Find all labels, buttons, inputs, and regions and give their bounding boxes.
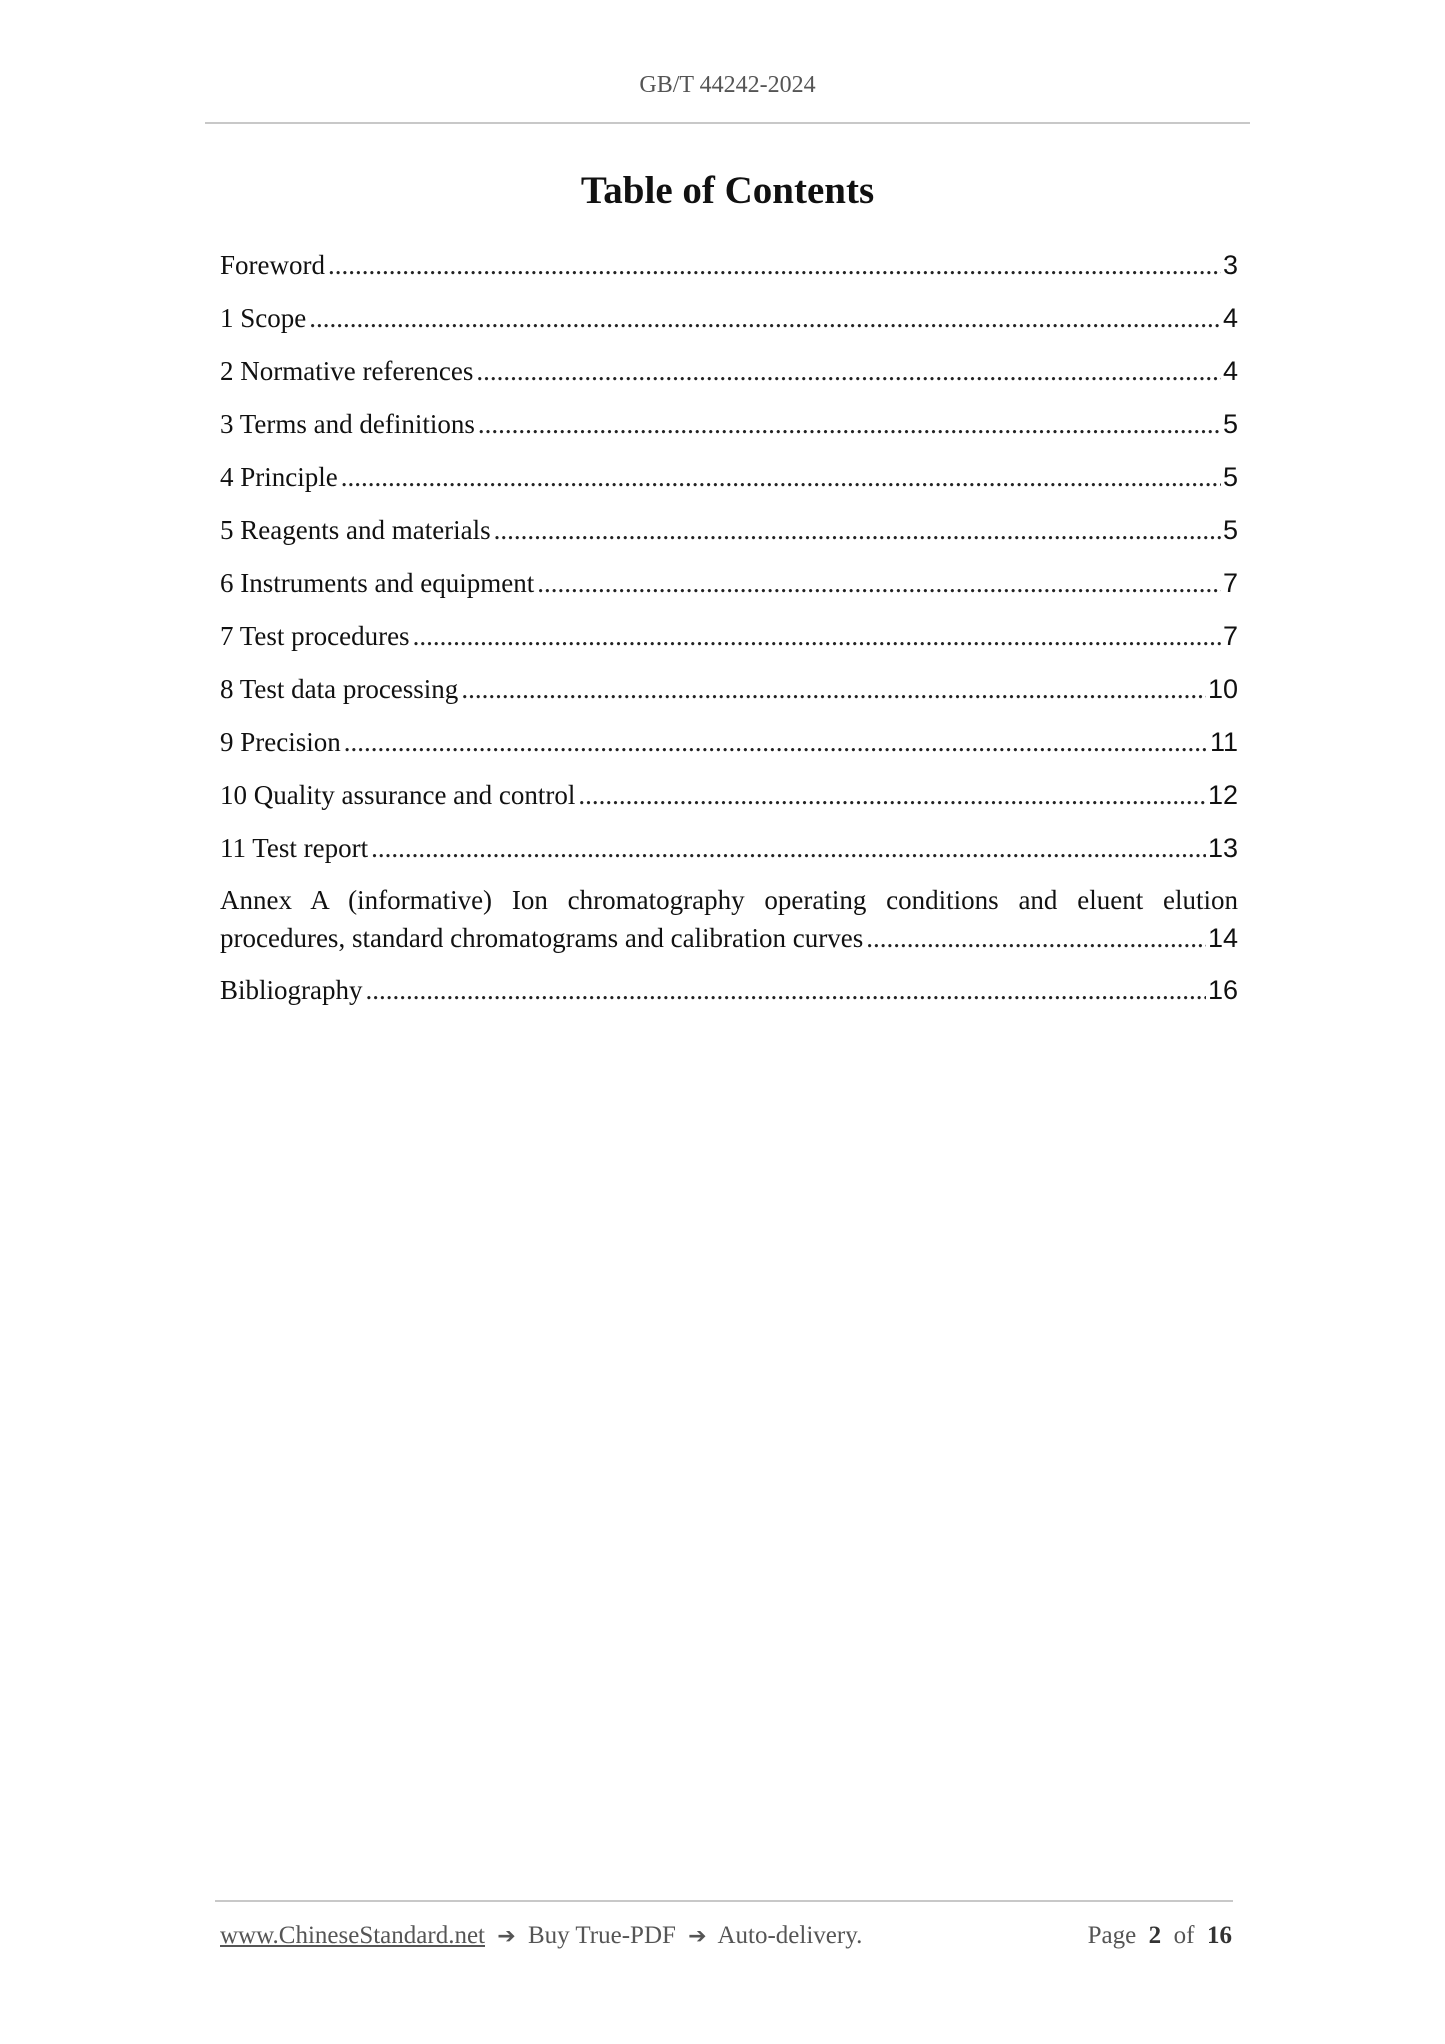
toc-dot-leader xyxy=(344,722,1208,762)
toc-entry-text: 6 Instruments and equipment xyxy=(220,568,535,598)
toc-entry-text-line1: Annex A (informative) Ion chromatography operating conditions and eluent elution xyxy=(220,885,1238,915)
toc-list xyxy=(220,245,1238,1023)
toc-title: Table of Contents xyxy=(580,169,875,212)
total-page-number: 16 xyxy=(1207,1922,1232,1949)
toc-page-number: 14 xyxy=(1207,923,1238,953)
toc-dot-leader xyxy=(866,919,1206,957)
header-divider xyxy=(205,122,1250,124)
toc-entry-text: Bibliography xyxy=(220,975,363,1005)
toc-page-number: 5 xyxy=(1222,409,1238,439)
toc-entry-test-data-processing[interactable] xyxy=(220,669,1238,722)
of-word: of xyxy=(1173,1922,1195,1949)
toc-page-number: 3 xyxy=(1222,250,1238,280)
toc-page-number: 4 xyxy=(1222,356,1238,386)
toc-entry-text: 11 Test report xyxy=(220,833,369,863)
current-page-number: 2 xyxy=(1148,1922,1162,1949)
arrow-right-icon: ➔ xyxy=(497,1924,516,1949)
toc-dot-leader xyxy=(341,457,1221,497)
toc-dot-leader xyxy=(371,828,1206,868)
toc-entry-foreword[interactable] xyxy=(220,245,1238,298)
toc-page-number: 4 xyxy=(1222,303,1238,333)
toc-entry-reagents-materials[interactable] xyxy=(220,510,1238,563)
auto-delivery-text: Auto-delivery. xyxy=(717,1922,863,1949)
toc-entry-text-line2: procedures, standard chromatograms and calibration curves xyxy=(220,923,864,953)
toc-page-number: 16 xyxy=(1207,975,1238,1005)
toc-dot-leader xyxy=(328,245,1221,285)
toc-dot-leader xyxy=(461,669,1206,709)
toc-entry-terms-definitions[interactable] xyxy=(220,404,1238,457)
toc-dot-leader xyxy=(478,404,1221,444)
toc-entry-line2 xyxy=(220,919,1238,957)
toc-dot-leader xyxy=(537,563,1221,603)
toc-dot-leader xyxy=(309,298,1221,338)
toc-entry-text: 4 Principle xyxy=(220,462,338,492)
toc-dot-leader xyxy=(366,970,1206,1010)
toc-entry-text: 3 Terms and definitions xyxy=(220,409,475,439)
page-footer xyxy=(220,1922,1232,1950)
toc-entry-text: 9 Precision xyxy=(220,727,341,757)
document-header-id: GB/T 44242-2024 xyxy=(639,72,816,98)
toc-entry-test-procedures[interactable] xyxy=(220,616,1238,669)
toc-entry-text: 5 Reagents and materials xyxy=(220,515,491,545)
toc-entry-principle[interactable] xyxy=(220,457,1238,510)
toc-entry-annex-a[interactable] xyxy=(220,881,1238,957)
toc-entry-scope[interactable] xyxy=(220,298,1238,351)
toc-page-number: 12 xyxy=(1207,780,1238,810)
toc-page-number: 10 xyxy=(1207,674,1238,704)
website-link[interactable]: www.ChineseStandard.net xyxy=(220,1922,485,1949)
toc-entry-quality-assurance[interactable] xyxy=(220,775,1238,828)
toc-page-number: 5 xyxy=(1222,462,1238,492)
footer-divider xyxy=(215,1900,1233,1902)
toc-page-number: 13 xyxy=(1207,833,1238,863)
arrow-right-icon: ➔ xyxy=(688,1924,707,1949)
toc-entry-text: 2 Normative references xyxy=(220,356,474,386)
toc-entry-text: 10 Quality assurance and control xyxy=(220,780,576,810)
toc-page-number: 5 xyxy=(1222,515,1238,545)
toc-dot-leader xyxy=(413,616,1221,656)
toc-page-number: 7 xyxy=(1222,621,1238,651)
toc-page-number: 11 xyxy=(1209,727,1238,757)
toc-entry-normative-references[interactable] xyxy=(220,351,1238,404)
toc-entry-instruments-equipment[interactable] xyxy=(220,563,1238,616)
page-word: Page xyxy=(1087,1922,1137,1949)
toc-dot-leader xyxy=(494,510,1221,550)
toc-entry-text: Foreword xyxy=(220,250,325,280)
toc-entry-test-report[interactable] xyxy=(220,828,1238,881)
toc-dot-leader xyxy=(476,351,1221,391)
toc-entry-bibliography[interactable] xyxy=(220,970,1238,1023)
toc-entry-text: 1 Scope xyxy=(220,303,307,333)
toc-entry-precision[interactable] xyxy=(220,722,1238,775)
toc-entry-text: 7 Test procedures xyxy=(220,621,410,651)
toc-dot-leader xyxy=(578,775,1206,815)
toc-entry-text: 8 Test data processing xyxy=(220,674,459,704)
toc-page-number: 7 xyxy=(1222,568,1238,598)
footer-promo xyxy=(220,1922,862,1950)
page-indicator xyxy=(1088,1922,1232,1950)
buy-true-pdf-text: Buy True-PDF xyxy=(527,1922,676,1949)
